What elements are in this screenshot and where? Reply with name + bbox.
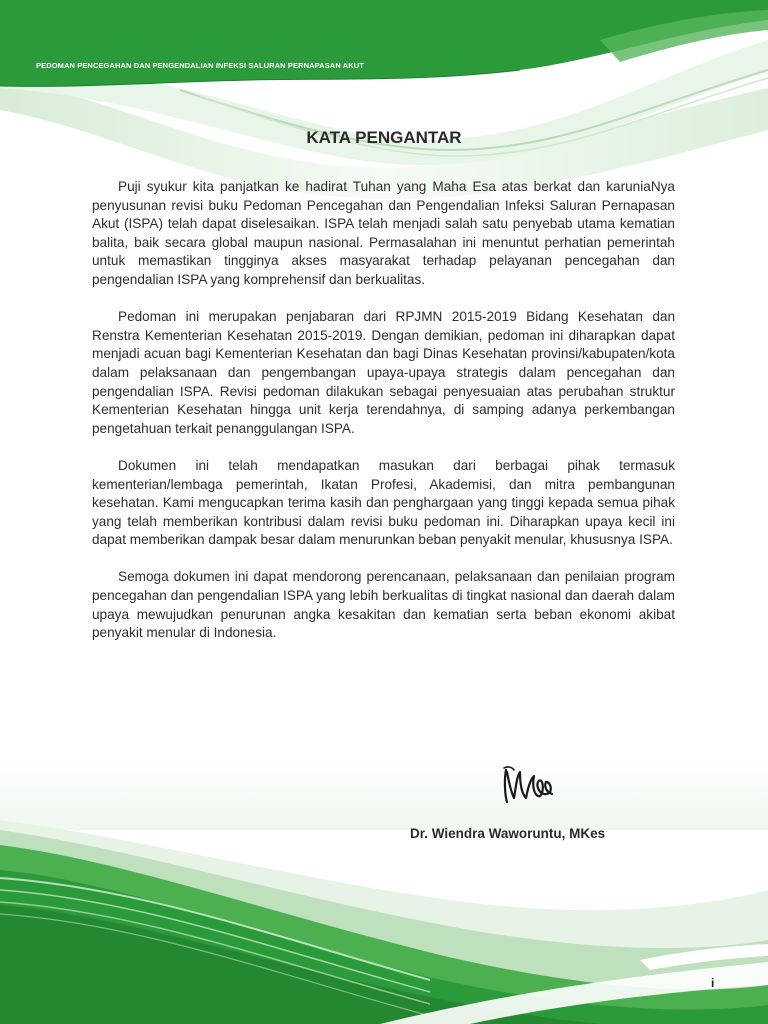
running-header: PEDOMAN PENCEGAHAN DAN PENGENDALIAN INFEKSI SALURAN PERNAPASAN AKUT xyxy=(36,61,364,70)
page-number: i xyxy=(711,976,715,990)
signer-name: Dr. Wiendra Waworuntu, MKes xyxy=(410,826,606,841)
header-decoration xyxy=(0,0,768,199)
body-text xyxy=(92,178,675,661)
footer-decoration xyxy=(0,760,768,1024)
paragraph: Puji syukur kita panjatkan ke hadirat Tuhan yang Maha Esa atas berkat dan karuniaNya penyusunan revisi buku Pedoman Pencegahan dan Pengendalian Infeksi Saluran Pernapasan Akut (ISPA) telah dapat diselesaikan. ISPA telah menjadi salah satu penyebab utama kematian balita, baik secara global maupun nasional. Permasalahan ini menuntut perhatian pemerintah untuk memastikan tingginya akses masyarakat terhadap pelayanan pencegahan dan pengendalian ISPA yang komprehensif dan berkualitas. xyxy=(92,179,675,287)
handwritten-signature xyxy=(498,758,560,814)
page-title: KATA PENGANTAR xyxy=(306,128,462,147)
paragraph: Pedoman ini merupakan penjabaran dari RPJMN 2015-2019 Bidang Kesehatan dan Renstra Kementerian Kesehatan 2015-2019. Dengan demikian, pedoman ini diharapkan dapat menjadi acuan bagi Kementerian Kesehatan dan bagi Dinas Kesehatan provinsi/kabupaten/kota dalam pelaksanaan dan pengembangan upaya-upaya strategis dalam pencegahan dan pengendalian ISPA. Revisi pedoman dilakukan sebagai penyesuaian atas perubahan struktur Kementerian Kesehatan hingga unit kerja terendahnya, di samping adanya perkembangan pengetahuan terkait penanggulangan ISPA. xyxy=(92,309,675,436)
paragraph: Dokumen ini telah mendapatkan masukan dari berbagai pihak termasuk kementerian/lembaga pemerintah, Ikatan Profesi, Akademisi, dan mitra pembangunan kesehatan. Kami mengucapkan terima kasih dan penghargaan yang tinggi kepada semua pihak yang telah memberikan kontribusi dalam revisi buku pedoman ini. Diharapkan upaya kecil ini dapat memberikan dampak besar dalam menurunkan beban penyakit menular, khususnya ISPA. xyxy=(92,457,675,548)
paragraph: Semoga dokumen ini dapat mendorong perencanaan, pelaksanaan dan penilaian program pencegahan dan pengendalian ISPA yang lebih berkualitas di tingkat nasional dan daerah dalam upaya mewujudkan penurunan angka kesakitan dan kematian serta beban ekonomi akibat penyakit menular di Indonesia. xyxy=(92,569,675,641)
